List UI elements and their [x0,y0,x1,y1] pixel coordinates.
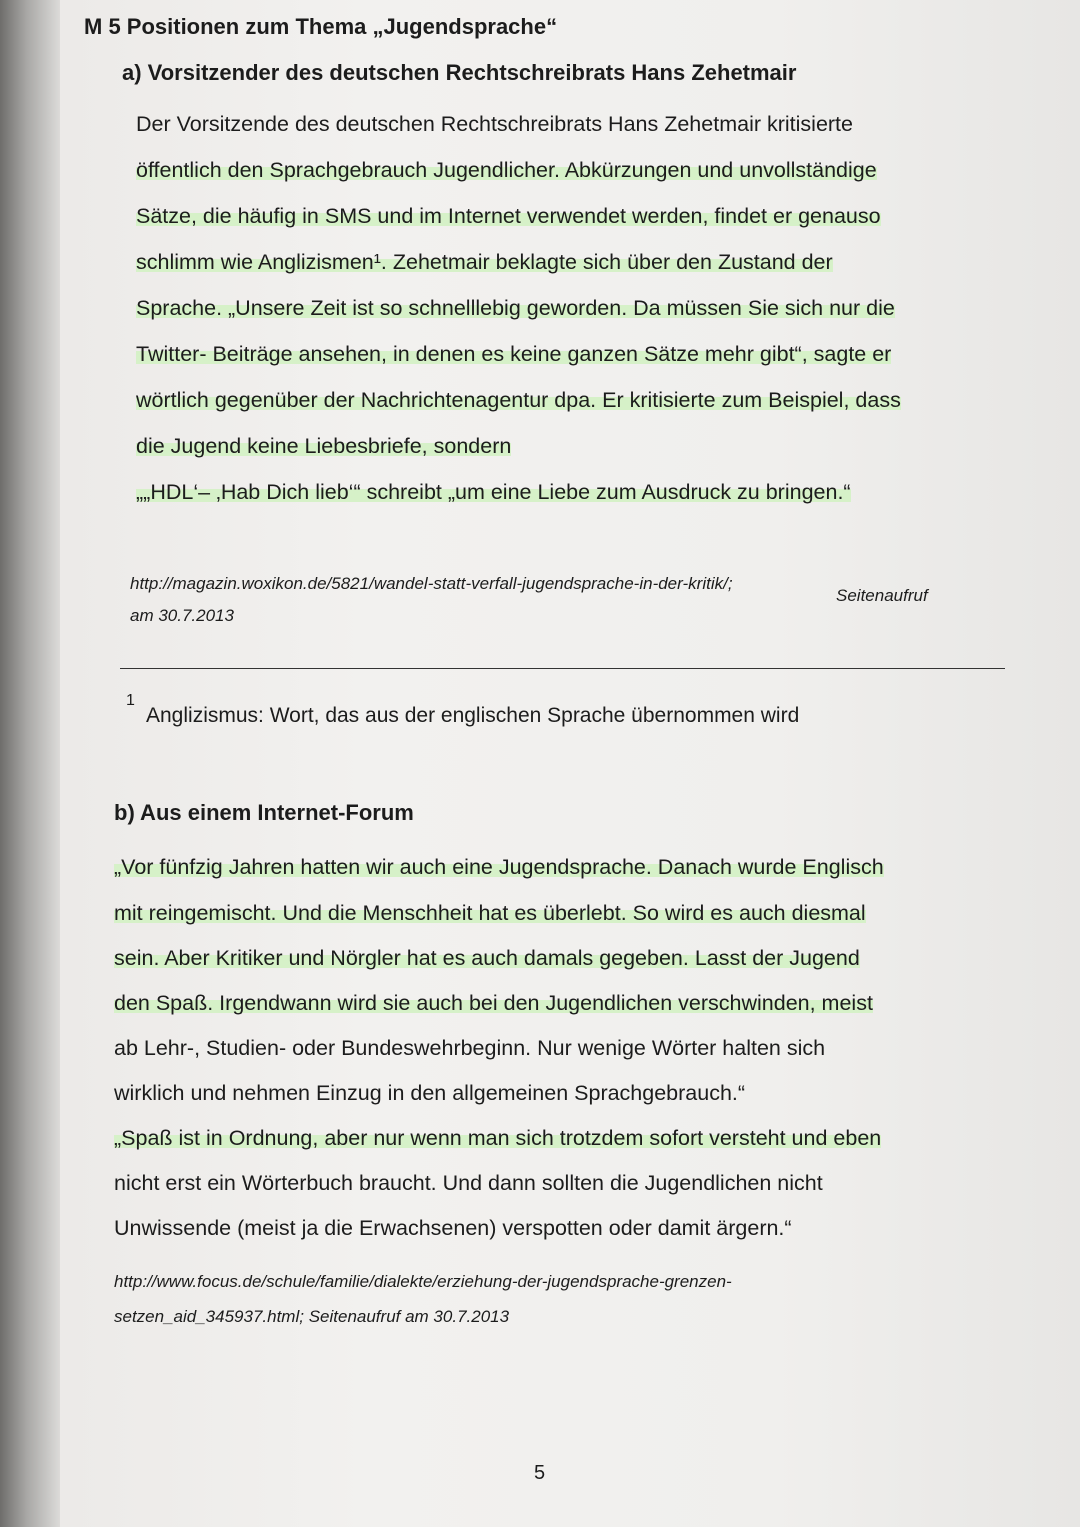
page-number: 5 [534,1462,546,1484]
section-a-line: Der Vorsitzende des deutschen Rechtschreibrats Hans Zehetmair kritisierte [136,112,853,136]
highlighted-text: „Spaß ist in Ordnung, aber nur wenn man sich trotzdem sofort versteht und eben [114,1126,882,1150]
section-a-heading: a) Vorsitzender des deutschen Rechtschreibrats Hans Zehetmair [122,60,797,85]
section-a-line [136,204,881,229]
highlighted-text: mit reingemischt. Und die Menschheit hat es überlebt. So wird es auch diesmal [114,901,866,925]
page-edge-shadow [0,0,60,1527]
highlighted-text: schlimm wie Anglizismen¹. Zehetmair beklagte sich über den Zustand der [136,250,833,274]
highlighted-text: wörtlich gegenüber der Nachrichtenagentur dpa. Er kritisierte zum Beispiel, dass [136,388,901,412]
section-b-line [114,946,860,971]
footnote-number: 1 [126,692,135,709]
highlighted-text: öffentlich den Sprachgebrauch Jugendlicher. Abkürzungen und unvollständige [136,158,877,182]
footnote-text: Anglizismus: Wort, das aus der englischen Sprache übernommen wird [146,704,800,727]
source-citation-a-label: Seitenaufruf [836,586,928,605]
highlighted-text: Sätze, die häufig in SMS und im Internet verwendet werden, findet er genauso [136,204,881,228]
page-title: M 5 Positionen zum Thema „Jugendsprache“ [84,14,558,39]
section-b-line [114,991,873,1016]
section-b-line: ab Lehr-, Studien- oder Bundeswehrbeginn. Nur wenige Wörter halten sich [114,1036,826,1060]
section-b-line [114,901,866,926]
highlighted-text: sein. Aber Kritiker und Nörgler hat es auch damals gegeben. Lasst der Jugend [114,946,860,970]
section-b-line [114,1126,881,1151]
section-a-line [136,250,833,275]
source-citation-b-date: setzen_aid_345937.html; Seitenaufruf am 30.7.2013 [114,1307,510,1326]
section-a-line [136,296,895,321]
highlighted-text: Twitter- Beiträge ansehen, in denen es keine ganzen Sätze mehr gibt“, sagte er [136,342,892,366]
paper-sheet [60,0,1080,1527]
section-b-line [114,855,884,880]
section-b-heading: b) Aus einem Internet-Forum [114,800,414,825]
source-citation-a-date: am 30.7.2013 [130,606,234,625]
section-a-line [136,434,511,459]
highlighted-text: die Jugend keine Liebesbriefe, sondern [136,434,512,458]
section-a-line [136,158,877,183]
section-b-line: wirklich und nehmen Einzug in den allgemeinen Sprachgebrauch.“ [114,1081,746,1105]
source-citation-a: http://magazin.woxikon.de/5821/wandel-statt-verfall-jugendsprache-in-der-kritik/; [130,574,733,593]
section-a-line [136,342,891,367]
highlighted-text: „„HDL‘– ‚Hab Dich lieb‘“ schreibt „um eine Liebe zum Ausdruck zu bringen.“ [136,480,851,504]
highlighted-text: den Spaß. Irgendwann wird sie auch bei den Jugendlichen verschwinden, meist [114,991,873,1015]
section-a-line [136,388,901,413]
section-b-line: Unwissende (meist ja die Erwachsenen) verspotten oder damit ärgern.“ [114,1216,792,1240]
section-b-line: nicht erst ein Wörterbuch braucht. Und dann sollten die Jugendlichen nicht [114,1171,823,1195]
highlighted-text: Sprache. „Unsere Zeit ist so schnelllebig geworden. Da müssen Sie sich nur die [136,296,895,320]
footnote-divider [120,668,1005,669]
highlighted-text: „Vor fünfzig Jahren hatten wir auch eine Jugendsprache. Danach wurde Englisch [114,855,884,879]
source-citation-b: http://www.focus.de/schule/familie/dialekte/erziehung-der-jugendsprache-grenzen- [114,1272,732,1291]
section-a-line [136,480,851,505]
